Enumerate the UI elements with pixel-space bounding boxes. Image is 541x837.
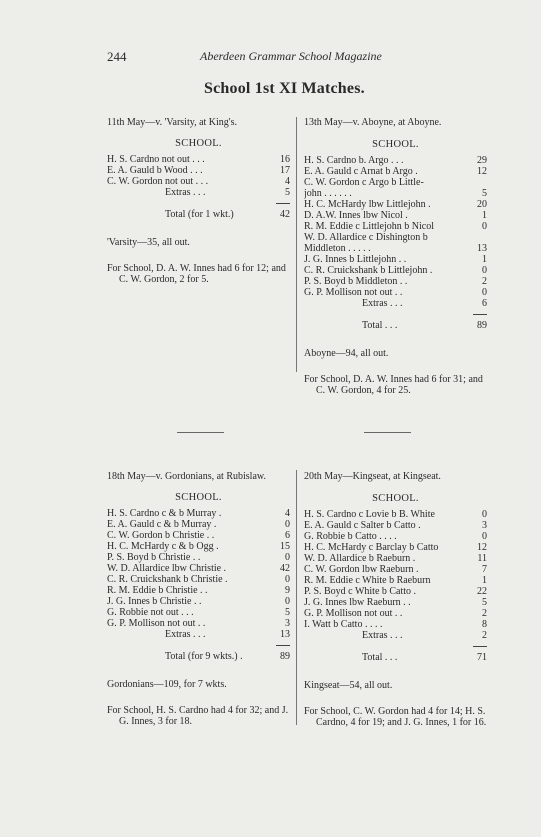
batsman-runs: 12 (477, 542, 487, 553)
batsman-runs: 5 (482, 597, 487, 608)
extras-runs: 6 (482, 298, 487, 309)
batsman-dismissal: C. W. Gordon lbw Raeburn . (304, 564, 419, 575)
batting-row (304, 619, 487, 630)
batting-row (107, 154, 290, 165)
batsman-runs: 42 (280, 563, 290, 574)
batsman-dismissal: E. A. Gauld c Arnat b Argo . (304, 166, 418, 177)
total-runs: 89 (280, 651, 290, 662)
batting-row (304, 276, 487, 287)
batsman-runs: 0 (285, 574, 290, 585)
batting-row (304, 221, 487, 232)
batsman-runs: 0 (285, 519, 290, 530)
match-heading: 13th May—v. Aboyne, at Aboyne. (304, 117, 442, 128)
batsman-dismissal: H. C. McHardy c Barclay b Catto (304, 542, 439, 553)
batsman-dismissal: H. S. Cardno c & b Murray . (107, 508, 222, 519)
batting-row (304, 564, 487, 575)
match-heading: 20th May—Kingseat, at Kingseat. (304, 471, 441, 482)
batsman-dismissal: C. W. Gordon b Christie . . (107, 530, 215, 541)
batsman-dismissal: R. M. Eddie b Christie . . (107, 585, 208, 596)
batsman-runs: 16 (280, 154, 290, 165)
school-label: SCHOOL. (175, 492, 222, 503)
batsman-runs: 8 (482, 619, 487, 630)
school-label: SCHOOL. (175, 138, 222, 149)
extras-row (304, 630, 487, 641)
match-block (107, 117, 290, 285)
batting-row (304, 531, 487, 542)
total-row (107, 209, 290, 221)
total-runs: 42 (280, 209, 290, 220)
extras-label: Extras . . . (165, 187, 206, 198)
total-row (304, 652, 487, 664)
opponent-result: Aboyne—94, all out. (304, 348, 389, 359)
batsman-runs: 9 (285, 585, 290, 596)
batting-row (107, 607, 290, 618)
batsman-runs: 2 (482, 608, 487, 619)
batsman-runs: 1 (482, 575, 487, 586)
school-label: SCHOOL. (372, 139, 419, 150)
extras-label: Extras . . . (362, 630, 403, 641)
batting-row (304, 287, 487, 298)
batsman-dismissal: C. R. Cruickshank b Littlejohn . (304, 265, 433, 276)
page-title: School 1st XI Matches. (204, 80, 365, 97)
batsman-dismissal: H. S. Cardno c Lovie b B. White (304, 509, 435, 520)
page-number: 244 (107, 49, 127, 64)
batsman-runs: 20 (477, 199, 487, 210)
batting-row (304, 232, 487, 243)
total-label: Total (for 1 wkt.) (165, 209, 234, 220)
extras-runs: 13 (280, 629, 290, 640)
batsman-dismissal: P. S. Boyd c White b Catto . (304, 586, 417, 597)
batsman-runs: 0 (482, 509, 487, 520)
batting-row (107, 585, 290, 596)
batsman-runs: 7 (482, 564, 487, 575)
batting-row (304, 542, 487, 553)
batting-row (304, 177, 487, 188)
batting-row (304, 199, 487, 210)
batsman-runs (467, 232, 487, 243)
batting-row (304, 520, 487, 531)
extras-row (304, 298, 487, 309)
batsman-dismissal: C. W. Gordon not out . . . (107, 176, 209, 187)
batsman-runs: 0 (482, 531, 487, 542)
batsman-runs: 4 (285, 508, 290, 519)
batting-row (107, 530, 290, 541)
batting-row (107, 563, 290, 574)
batting-row (304, 575, 487, 586)
batsman-runs: 1 (482, 254, 487, 265)
total-label: Total . . . (362, 320, 398, 331)
bowling-note: For School, D. A. W. Innes had 6 for 31; and C. W. Gordon, 4 for 25. (304, 374, 483, 396)
batsman-runs: 6 (285, 530, 290, 541)
batsman-runs: 29 (477, 155, 487, 166)
total-label: Total . . . (362, 652, 398, 663)
extras-label: Extras . . . (165, 629, 206, 640)
batting-row (304, 509, 487, 520)
batsman-runs: 0 (482, 265, 487, 276)
bowling-note: For School, D. A. W. Innes had 6 for 12; and C. W. Gordon, 2 for 5. (107, 263, 286, 285)
batting-row (107, 541, 290, 552)
extras-label: Extras . . . (362, 298, 403, 309)
batsman-dismissal: john . . . . . . (304, 188, 352, 199)
batting-row (304, 265, 487, 276)
batsman-runs: 0 (285, 596, 290, 607)
batsman-dismissal: G. P. Mollison not out . . (304, 608, 403, 619)
batsman-dismissal: C. R. Cruickshank b Christie . (107, 574, 228, 585)
batsman-runs: 2 (482, 276, 487, 287)
total-rule (107, 640, 290, 651)
section-separator-left (177, 432, 224, 433)
batsman-dismissal: P. S. Boyd b Christie . . (107, 552, 201, 563)
batsman-dismissal: H. C. McHardy c & b Ogg . (107, 541, 219, 552)
batsman-runs: 0 (482, 221, 487, 232)
batting-row (107, 552, 290, 563)
batting-row (304, 243, 487, 254)
batsman-dismissal: R. M. Eddie c Littlejohn b Nicol (304, 221, 434, 232)
batting-row (304, 188, 487, 199)
batsman-dismissal: G. Robbie b Catto . . . . (304, 531, 397, 542)
total-label: Total (for 9 wkts.) . (165, 651, 243, 662)
batting-row (107, 596, 290, 607)
batting-row (304, 210, 487, 221)
batsman-dismissal: J. G. Innes b Littlejohn . . (304, 254, 407, 265)
batsman-runs: 3 (482, 520, 487, 531)
batsman-runs: 22 (477, 586, 487, 597)
batsman-runs: 0 (482, 287, 487, 298)
batsman-runs: 0 (285, 552, 290, 563)
batting-row (107, 508, 290, 519)
batsman-dismissal: H. S. Cardno not out . . . (107, 154, 205, 165)
batsman-dismissal: W. D. Allardice c Dishington b (304, 232, 428, 243)
batting-row (107, 165, 290, 176)
batsman-dismissal: W. D. Allardice b Raeburn . (304, 553, 416, 564)
batsman-runs: 13 (477, 243, 487, 254)
match-block (304, 117, 487, 396)
total-rule (304, 641, 487, 652)
magazine-running-title: Aberdeen Grammar School Magazine (200, 49, 382, 63)
batsman-runs: 1 (482, 210, 487, 221)
batting-row (304, 155, 487, 166)
total-row (107, 651, 290, 663)
batsman-runs: 17 (280, 165, 290, 176)
column-divider-bottom (296, 470, 297, 725)
section-separator-right (364, 432, 411, 433)
total-rule (304, 309, 487, 320)
total-runs: 89 (477, 320, 487, 331)
batsman-runs: 5 (482, 188, 487, 199)
batsman-dismissal: I. Watt b Catto . . . . (304, 619, 383, 630)
batsman-runs: 5 (285, 607, 290, 618)
match-block (304, 471, 487, 728)
match-heading: 18th May—v. Gordonians, at Rubislaw. (107, 471, 266, 482)
batting-row (304, 586, 487, 597)
batting-row (107, 176, 290, 187)
batsman-dismissal: G. P. Mollison not out . . (304, 287, 403, 298)
batting-row (304, 166, 487, 177)
batting-row (304, 553, 487, 564)
bowling-note: For School, C. W. Gordon had 4 for 14; H. S. Cardno, 4 for 19; and J. G. Innes, 1 for 16. (304, 706, 487, 728)
batsman-dismissal: R. M. Eddie c White b Raeburn (304, 575, 431, 586)
match-heading: 11th May—v. 'Varsity, at King's. (107, 117, 237, 128)
batsman-dismissal: H. S. Cardno b. Argo . . . (304, 155, 404, 166)
batsman-dismissal: E. A. Gauld c & b Murray . (107, 519, 217, 530)
batsman-runs: 11 (477, 553, 487, 564)
bowling-note: For School, H. S. Cardno had 4 for 32; and J. G. Innes, 3 for 18. (107, 705, 289, 727)
total-runs: 71 (477, 652, 487, 663)
batsman-dismissal: H. C. McHardy lbw Littlejohn . (304, 199, 431, 210)
batsman-runs: 15 (280, 541, 290, 552)
batsman-runs: 3 (285, 618, 290, 629)
column-divider-top (296, 117, 297, 372)
total-rule (107, 198, 290, 209)
opponent-result: 'Varsity—35, all out. (107, 237, 190, 248)
batting-row (304, 254, 487, 265)
batsman-dismissal: P. S. Boyd b Middleton . . (304, 276, 408, 287)
school-label: SCHOOL. (372, 493, 419, 504)
opponent-result: Gordonians—109, for 7 wkts. (107, 679, 227, 690)
match-block (107, 471, 290, 727)
extras-runs: 2 (482, 630, 487, 641)
batsman-runs: 4 (285, 176, 290, 187)
batsman-dismissal: Middleton . . . . . (304, 243, 371, 254)
total-row (304, 320, 487, 332)
batsman-dismissal: G. P. Mollison not out . . (107, 618, 206, 629)
batting-row (304, 608, 487, 619)
batsman-dismissal: J. G. Innes b Christie . . (107, 596, 202, 607)
batting-row (107, 618, 290, 629)
extras-row (107, 629, 290, 640)
batsman-dismissal: W. D. Allardice lbw Christie . (107, 563, 227, 574)
batting-row (304, 597, 487, 608)
extras-row (107, 187, 290, 198)
batsman-dismissal: G. Robbie not out . . . (107, 607, 194, 618)
batsman-dismissal: E. A. Gauld c Salter b Catto . (304, 520, 421, 531)
batsman-dismissal: C. W. Gordon c Argo b Little- (304, 177, 424, 188)
batsman-runs (467, 177, 487, 188)
batting-row (107, 574, 290, 585)
batsman-dismissal: J. G. Innes lbw Raeburn . . (304, 597, 411, 608)
batting-row (107, 519, 290, 530)
extras-runs: 5 (285, 187, 290, 198)
batsman-dismissal: D. A.W. Innes lbw Nicol . (304, 210, 408, 221)
batsman-runs: 12 (477, 166, 487, 177)
batsman-dismissal: E. A. Gauld b Wood . . . (107, 165, 203, 176)
opponent-result: Kingseat—54, all out. (304, 680, 393, 691)
